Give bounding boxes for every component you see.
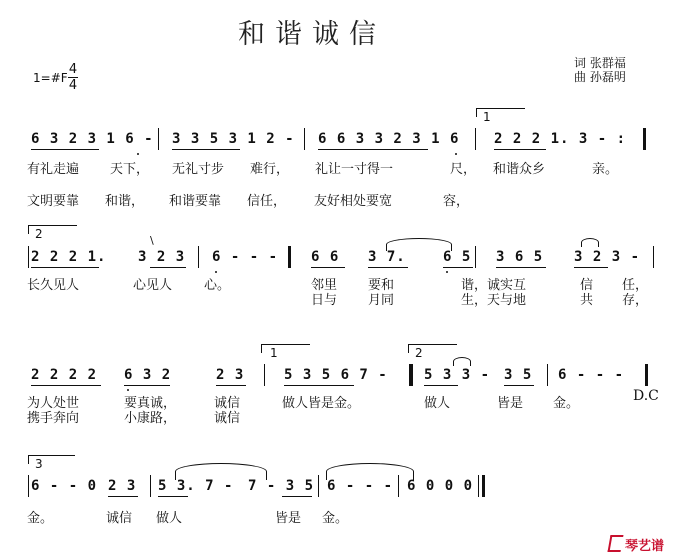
tie-slur (386, 238, 452, 251)
beam-underline (494, 149, 546, 150)
beam-underline (31, 149, 99, 150)
beam-underline (150, 267, 186, 268)
barline (28, 475, 29, 497)
beam-underline (443, 267, 473, 268)
lyric: 长久见人 (27, 278, 80, 293)
lyric: 和谐， (105, 194, 145, 209)
beam-underline (318, 149, 428, 150)
octave-dot (446, 271, 448, 273)
barline (158, 128, 159, 150)
measure-notes: 3 5 (504, 367, 533, 383)
lyric: 金。 (27, 511, 54, 526)
measure-notes: 3 3 5 3 1 2 - (172, 131, 295, 147)
measure-notes: 6 - - - (558, 367, 625, 383)
lyric: 诚信 (106, 511, 133, 526)
measure-notes: 2 2 2 1. 3 - : (494, 131, 627, 147)
measure-notes: 3 2 3 - (574, 249, 641, 265)
lyric: 金。 (553, 396, 580, 411)
watermark-text: 琴艺谱 (625, 539, 665, 554)
beam-underline (496, 267, 546, 268)
lyric: 亲。 (592, 162, 619, 177)
lyric: 和谐要靠 (169, 194, 222, 209)
measure-notes: 2 3 (108, 478, 137, 494)
measure-notes: 3 2 3 (138, 249, 186, 265)
beam-underline (216, 385, 246, 386)
octave-dot (137, 153, 139, 155)
lyric: 信 (580, 278, 594, 293)
repeat-start-barline (288, 246, 291, 268)
barline (475, 246, 476, 268)
lyric: 友好相处要宽 (314, 194, 393, 209)
lyric: 小康路， (124, 411, 177, 426)
lyric: 做人 (156, 511, 183, 526)
lyric: 月同 (368, 293, 395, 308)
measure-notes: 5 3 5 6 7 - (284, 367, 388, 383)
lyric: 携手奔向 (27, 411, 80, 426)
octave-dot (455, 153, 457, 155)
lyric: 为人处世 (27, 396, 80, 411)
site-watermark (609, 535, 664, 554)
repeat-end-barline (645, 364, 648, 386)
lyric: 难行， (250, 162, 290, 177)
lyric: 做人皆是金。 (282, 396, 361, 411)
octave-dot (215, 271, 217, 273)
lyric: 日与 (311, 293, 338, 308)
repeat-end-barline (643, 128, 646, 150)
lyric: 心。 (204, 278, 231, 293)
lyric: 尺， (450, 162, 477, 177)
tie-slur (175, 463, 267, 480)
barline (28, 246, 29, 268)
composer-credit: 曲 孙磊明 (574, 70, 626, 84)
beam-underline (31, 385, 101, 386)
lyric: 生，天与地 (461, 293, 527, 308)
time-signature (68, 63, 78, 92)
watermark-logo-icon (608, 535, 624, 552)
accent-mark: \ (150, 234, 154, 247)
lyric: 任， (622, 278, 649, 293)
final-barline (482, 475, 485, 497)
measure-notes: 6 3 2 (124, 367, 172, 383)
beam-underline (311, 267, 345, 268)
beam-underline (172, 149, 240, 150)
measure-notes: 6 5 (443, 249, 472, 265)
lyric: 要真诚， (124, 396, 177, 411)
page-title: 和谐诚信 (238, 19, 386, 50)
measure-notes: 6 3 2 3 1 6 - (31, 131, 154, 147)
lyric: 礼让一寸得一 (315, 162, 394, 177)
volta-number: 2 (415, 346, 423, 360)
measure-notes: 5 3 3 - (424, 367, 491, 383)
octave-dot (127, 389, 129, 391)
measure-notes: 6 - - - (327, 478, 394, 494)
lyric: 和谐众乡 (493, 162, 546, 177)
lyric: 谐，诚实互 (461, 278, 527, 293)
lyric: 邻里 (311, 278, 338, 293)
beam-underline (504, 385, 534, 386)
dc-marking: D.C (633, 388, 659, 404)
lyric: 文明要靠 (27, 194, 80, 209)
measure-notes: 2 2 2 2 (31, 367, 98, 383)
measure-notes: 3 7. (368, 249, 406, 265)
barline (475, 128, 476, 150)
barline (478, 475, 479, 497)
barline (412, 364, 413, 386)
barline (318, 475, 319, 497)
lyric: 诚信 (214, 396, 241, 411)
beam-underline (368, 267, 408, 268)
lyric: 天下， (110, 162, 150, 177)
lyric: 要和 (368, 278, 395, 293)
measure-notes: 6 6 (311, 249, 340, 265)
measure-notes: 3 6 5 (496, 249, 544, 265)
time-signature-top: 4 (68, 62, 78, 77)
barline (547, 364, 548, 386)
beam-underline (282, 496, 312, 497)
measure-notes: 6 - - 0 (31, 478, 98, 494)
measure-notes: 6 - - - (212, 249, 279, 265)
measure-notes: 7 - 3 5 (248, 478, 315, 494)
volta-bracket (261, 344, 310, 353)
lyric: 容， (443, 194, 470, 209)
lyric: 诚信 (214, 411, 241, 426)
volta-number: 1 (270, 346, 278, 360)
barline (264, 364, 265, 386)
beam-underline (31, 267, 99, 268)
beam-underline (574, 267, 608, 268)
tie-slur (453, 357, 471, 366)
lyric: 无礼寸步 (172, 162, 225, 177)
lyric: 存， (622, 293, 649, 308)
measure-notes: 6 0 0 0 (407, 478, 474, 494)
beam-underline (424, 385, 458, 386)
measure-notes: 6 6 3 3 2 3 1 6 (318, 131, 460, 147)
lyric: 做人 (424, 396, 451, 411)
beam-underline (284, 385, 354, 386)
time-signature-bottom: 4 (68, 78, 78, 93)
tie-slur (326, 463, 414, 480)
lyricist-credit: 词 张群福 (574, 56, 626, 70)
beam-underline (124, 385, 170, 386)
lyric: 信任， (247, 194, 287, 209)
barline (198, 246, 199, 268)
tie-slur (581, 238, 599, 247)
measure-notes: 2 2 2 1. (31, 249, 107, 265)
measure-notes: 2 3 (216, 367, 245, 383)
key-signature: 1=#F (33, 71, 68, 85)
barline (653, 246, 654, 268)
volta-number: 2 (35, 227, 43, 241)
lyric: 皆是 (275, 511, 302, 526)
barline (304, 128, 305, 150)
measure-notes: 5 3. 7 - (158, 478, 234, 494)
volta-number: 1 (483, 110, 491, 124)
beam-underline (108, 496, 138, 497)
lyric: 皆是 (497, 396, 524, 411)
volta-number: 3 (35, 457, 43, 471)
lyric: 共 (580, 293, 594, 308)
lyric: 金。 (322, 511, 349, 526)
beam-underline (158, 496, 188, 497)
lyric: 心见人 (133, 278, 173, 293)
barline (150, 475, 151, 497)
lyric: 有礼走遍 (27, 162, 80, 177)
